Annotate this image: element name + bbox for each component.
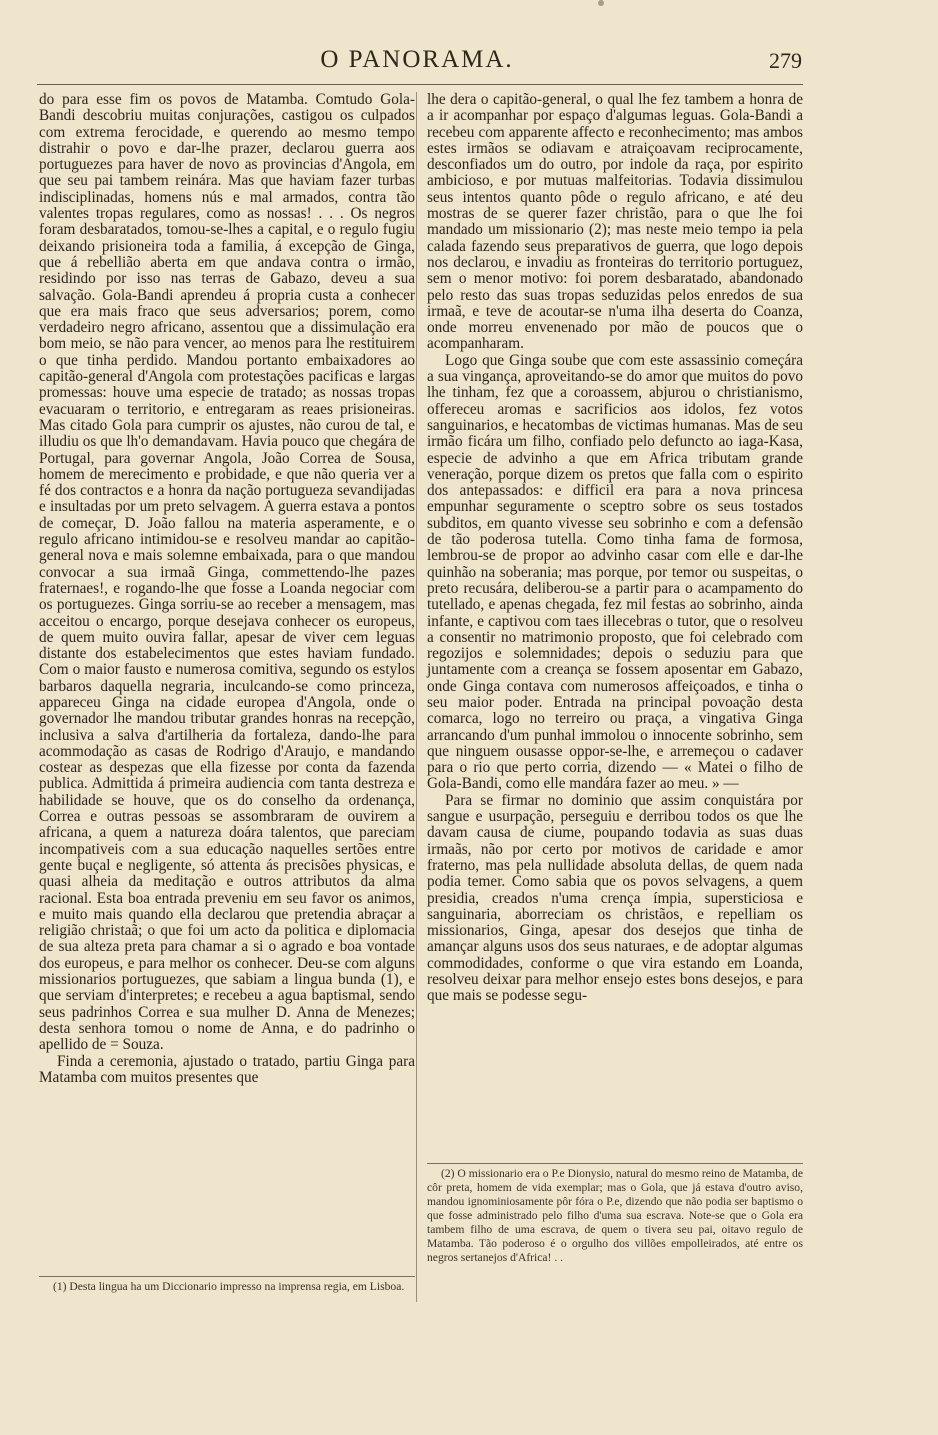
ink-dot [598,0,604,6]
footnote-2: (2) O missionario era o P.e Dionysio, natural do mesmo reino de Matamba, de côr preta, homem de vida exemplar; mas o Gola, que já estava d'outro aviso, mandou ignominiosamente pôr fóra o P.e, dizendo que não podia ser baptismo o que fosse administrado pelo filho d'uma sua escrava. Note-se que o Gola era tambem filho de uma escrava, de quem o tivera seu pai, oitavo regulo de Matamba. Tão poderoso é o orgulho dos villões empolleirados, até entre os negros sertanejos d'Africa! . . [427,1167,803,1264]
right-paragraph-2: Logo que Ginga soube que com este assassinio começára a sua vingança, aproveitando-se do amor que muitos do povo lhe tinham, fez que a coroassem, abjurou o christianismo, offereceu aromas e sacrificios aos idolos, fez votos sanguinarios, e hecatombas de victimas humanas. Mas de seu irmão ficára um filho, confiado pelo defuncto ao iaga-Kasa, especie de advinho a que em Africa tributam grande veneração, porque dizem os pretos que falla com o espirito dos antepassados: e difficil era para a nova princesa empunhar seguramente o sceptro sobre os seus tostados subditos, em quanto vivesse seu sobrinho e com a defensão de tão poderosa tutella. Como tinha fama de formosa, lembrou-se de propor ao advinho casar com elle e dar-lhe quinhão na soberania; mas porque, por temor ou suspeitas, o preto recusára, deliberou-se a partir para o acampamento do tutellado, e apenas chegada, fez mil festas ao sobrinho, ainda infante, e captivou com taes illecebras o tutor, que o resolveu a consentir no matrimonio proposto, que foi celebrado com regozijos e solemnidades; depois o seduziu para que juntamente com a creança se fossem aposentar em Gabazo, onde Ginga contava com numerosos affeiçoados, e tinha o seu maior poder. Entrada na principal povoação desta comarca, logo no terreiro ou praça, a vingativa Ginga arrancando d'um punhal immolou o innocente sobrinho, sem que ninguem ousasse oppor-se-lhe, e arremeçou o cadaver para o rio que perto corria, dizendo — « Matei o filho de Gola-Bandi, como elle mandára fazer ao meu. » — [427,351,803,793]
header-rule [37,84,803,85]
left-paragraph-2: Finda a ceremonia, ajustado o tratado, partiu Ginga para Matamba com muitos presentes que [39,1052,415,1086]
left-paragraph-1: do para esse fim os povos de Matamba. Comtudo Gola-Bandi descobriu muitas conjurações, castigou os culpados com extrema ferocidade, e querendo ao mesmo tempo distrahir o povo e dar-lhe prazer, declarou guerra aos portuguezes para haver de novo as provincias d'Angola, em que seu pai tambem reinára. Mas que haviam fazer turbas indisciplinadas, homens nús e mal armados, contra tão valentes tropas regulares, como as nossas! . . . Os negros foram desbaratados, tomou-se-lhes a capital, e o regulo fugiu deixando prisioneira toda a familia, á excepção de Ginga, que á rebellião aberta em que andava contra o irmão, residindo por isso nas terras de Gabazo, deveu a sua salvação. Gola-Bandi aprendeu á propria custa a conhecer que era mais fraco que seus adversarios; porem, como verdadeiro negro africano, assentou que a dissimulação era bom meio, se não para vencer, ao menos para lhe restituirem o que tinha perdido. Mandou portanto embaixadores ao capitão-general d'Angola com protestações pacificas e largas promessas: houve uma especie de tratado; as nossas tropas evacuaram o territorio, e entregaram as reaes prisioneiras. Mas citado Gola para cumprir os ajustes, não curou de tal, e illudiu os que lh'o demandavam. Havia pouco que chegára de Portugal, para governar Angola, João Correa de Sousa, homem de merecimento e probidade, e que não queria ver a fé dos contractos e a honra da nação portugueza sevandijadas e insultadas por um preto selvagem. A guerra estava a pontos de começar, D. João fallou na materia asperamente, e o regulo africano intimidou-se e resolveu mandar ao capitão-general nova e mais solemne embaixada, para o que mandou convocar a sua irmaã Ginga, commettendo-lhe pazes fraternaes!, e rogando-lhe que fosse a Loanda negociar com os portuguezes. Ginga sorriu-se ao receber a mensagem, mas acceitou o encargo, porque desejava conhecer os europeus, de quem muito ouvira fallar, apesar de viver cem leguas distante dos estabelecimentos que estes haviam fundado. Com o maior fausto e numerosa comitiva, segundo os estylos barbaros daquella negraria, inculcando-se como princeza, appareceu Ginga na cidade europea d'Angola, onde o governador lhe mandou tributar grandes honras na recepção, inclusiva a salva d'artilheria da fortaleza, dando-lhe para acommodação as casas de Rodrigo d'Araujo, e mandando costear as despezas que ella fizesse por conta da fazenda publica. Admittida á primeira audiencia com tanta destreza e habilidade se houve, que os do conselho da ordenança, Correa e outras pessoas se assombraram de ouvirem a africana, a quem a natureza doára talentos, que pareciam incompativeis com a sua educação naquelles sertões entre gente buçal e negligente, só attenta ás precisões physicas, e quasi alheia da meditação e outros attributos da alma racional. Esta boa entrada preveniu em seu favor os animos, e muito mais quando ella declarou que pretendia abraçar a religião christaã; o que foi um acto da politica e diplomacia de sua alteza preta para chamar a si o agrado e boa vontade dos europeus, e para melhor os conhecer. Deu-se com alguns missionarios portuguezes, que sabiam a lingua bunda (1), e que serviam d'interpretes; e recebeu a agua baptismal, sendo seus padrinhos Correa e sua mulher D. Anna de Menezes; desta senhora tomou o nome de Anna, e do padrinho o apellido de = Souza. [39,91,415,1054]
page-title: O PANORAMA. [320,46,514,73]
page-header [32,46,802,80]
right-paragraph-1: lhe dera o capitão-general, o qual lhe fez tambem a honra de a ir acompanhar por espaço d'algumas leguas. Gola-Bandi a recebeu com apparente affecto e reconhecimento; mas ambos estes irmãos se odiavam e atraiçoavam reciprocamente, desconfiados um do outro, por indole da raça, por espirito ambicioso, e por mutuas malfeitorias. Todavia dissimulou seus intentos quanto pôde o regulo africano, e até deu mostras de se querer fazer christão, para o que lhe foi mandado um missionario (2); mas neste meio tempo ia pela calada fazendo seus preparativos de guerra, que logo depois nos declarou, e invadiu as fronteiras do territorio portuguez, sem o menor motivo: foi porem desbaratado, abandonado pelo resto das suas tropas seduzidas pelos enredos de sua irmaã, e teve de acoutar-se n'uma ilha deserta do Coanza, onde morreu envenenado por mão de poucos que o acompanharam. [427,91,803,353]
left-column [39,92,415,1292]
right-column [427,92,803,1152]
footnote-left [39,1276,415,1294]
column-divider [416,92,417,1302]
footnote-right [427,1163,803,1265]
footnote-1: (1) Desta lingua ha um Diccionario impresso na imprensa regia, em Lisboa. [53,1280,405,1293]
right-paragraph-3: Para se firmar no dominio que assim conquistára por sangue e usurpação, perseguiu e derribou todos os que lhe davam causa de ciume, poupando todavia as suas duas irmaãs, não por certo por motivos de caridade e amor fraterno, mas pela nullidade absoluta dellas, de quem nada podia temer. Como sabia que os povos selvagens, a quem presidia, creados n'uma crença ímpia, supersticiosa e sanguinaria, aborreciam os christãos, e repelliam os missionarios, Ginga, apesar dos desejos que tinha de amançar alguns usos dos seus naturaes, e de adoptar algumas commodidades, conforme o que vira estando em Loanda, resolveu deixar para melhor ensejo estes bons desejos, e para que mais se podesse segu- [427,791,803,1005]
page-number: 279 [769,48,802,73]
